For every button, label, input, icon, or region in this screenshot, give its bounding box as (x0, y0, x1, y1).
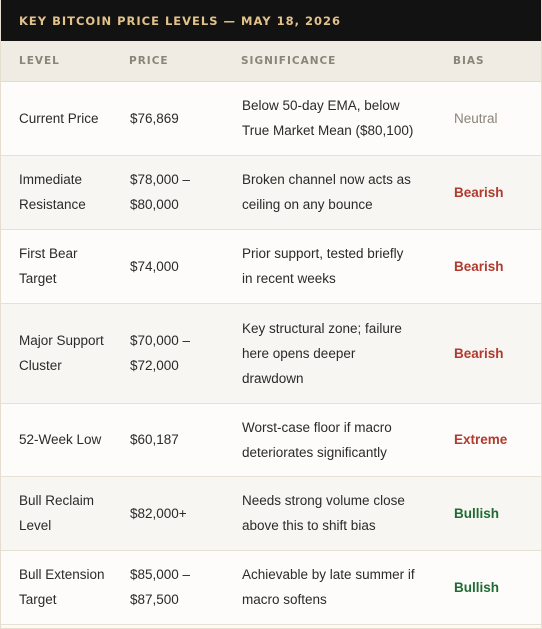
level-text-line: Target (19, 271, 57, 286)
price-text-line: $85,000 – (130, 567, 191, 582)
level-text-line: Resistance (19, 197, 86, 212)
price-text-line: $78,000 – (130, 172, 191, 187)
price-text-line: $70,000 – (130, 333, 191, 348)
significance-text-line: Below 50-day EMA, below (242, 98, 400, 113)
column-header-price: PRICE (129, 41, 241, 81)
cell-level (1, 303, 129, 403)
significance-text-line: ceiling on any bounce (242, 197, 373, 212)
price-text-line: $74,000 (130, 258, 179, 274)
cell-price (129, 155, 241, 229)
cell-level (1, 229, 129, 303)
table-row (1, 476, 542, 550)
cell-significance (241, 155, 453, 229)
significance-text-line: drawdown (242, 370, 304, 386)
significance-text-line: here opens deeper (242, 345, 356, 361)
level-text-line: Bull Reclaim (19, 493, 95, 508)
bias-label: Bearish (454, 345, 504, 361)
level-text-line: Level (19, 518, 52, 533)
significance-text-line: above this to shift bias (242, 518, 376, 533)
level-text-line: Major Support (19, 333, 104, 348)
price-text-line: $60,187 (130, 432, 179, 447)
column-header-significance: SIGNIFICANCE (241, 41, 453, 81)
cell-bias (453, 229, 542, 303)
significance-text-line: Key structural zone; failure (242, 320, 402, 336)
price-text-line: $80,000 (130, 197, 179, 212)
cell-significance (241, 81, 453, 155)
column-header-bias: BIAS (453, 41, 542, 81)
cell-significance (241, 550, 453, 624)
significance-text-line: deteriorates significantly (242, 444, 387, 460)
cell-level (1, 403, 129, 476)
table-header (1, 41, 542, 81)
significance-text-line: Broken channel now acts as (242, 172, 411, 187)
cell-price (129, 550, 241, 624)
cell-level (1, 155, 129, 229)
bias-label: Neutral (454, 110, 498, 126)
cell-price (129, 403, 241, 476)
cell-level (1, 81, 129, 155)
significance-text-line: Worst-case floor if macro (242, 419, 392, 435)
cell-level (1, 550, 129, 624)
table-row (1, 303, 542, 403)
header-row (1, 41, 542, 81)
price-text-line: $87,500 (130, 592, 179, 607)
significance-text-line: True Market Mean ($80,100) (242, 123, 414, 138)
price-text-line: $72,000 (130, 358, 179, 373)
cell-bias (453, 81, 542, 155)
cell-significance (241, 303, 453, 403)
table-body (1, 81, 542, 624)
table-row (1, 155, 542, 229)
bias-label: Bullish (454, 505, 500, 521)
significance-text-line: in recent weeks (242, 271, 336, 286)
cell-significance (241, 476, 453, 550)
cell-price (129, 81, 241, 155)
price-levels-table (1, 41, 542, 625)
table-row (1, 229, 542, 303)
cell-bias (453, 155, 542, 229)
cell-price (129, 476, 241, 550)
cell-significance (241, 403, 453, 476)
price-text-line: $82,000+ (130, 505, 187, 521)
table-title: KEY BITCOIN PRICE LEVELS — MAY 18, 2026 (1, 0, 541, 41)
table-row (1, 550, 542, 624)
bias-label: Bullish (454, 579, 500, 595)
cell-bias (453, 303, 542, 403)
level-text-line: Current Price (19, 110, 99, 126)
cell-price (129, 229, 241, 303)
significance-text-line: Prior support, tested briefly (242, 246, 404, 261)
table-row (1, 81, 542, 155)
column-header-level: LEVEL (1, 41, 129, 81)
cell-bias (453, 550, 542, 624)
cell-bias (453, 403, 542, 476)
cell-bias (453, 476, 542, 550)
significance-text-line: macro softens (242, 592, 327, 607)
price-text-line: $76,869 (130, 110, 179, 126)
significance-text-line: Achievable by late summer if (242, 567, 415, 582)
level-text-line: 52-Week Low (19, 432, 102, 447)
table-row (1, 403, 542, 476)
cell-significance (241, 229, 453, 303)
cell-price (129, 303, 241, 403)
level-text-line: First Bear (19, 246, 78, 261)
bias-label: Extreme (454, 432, 508, 447)
cell-level (1, 476, 129, 550)
level-text-line: Target (19, 592, 57, 607)
level-text-line: Immediate (19, 172, 83, 187)
bias-label: Bearish (454, 184, 504, 200)
level-text-line: Bull Extension (19, 567, 105, 582)
bias-label: Bearish (454, 258, 504, 274)
significance-text-line: Needs strong volume close (242, 493, 405, 508)
level-text-line: Cluster (19, 358, 62, 373)
